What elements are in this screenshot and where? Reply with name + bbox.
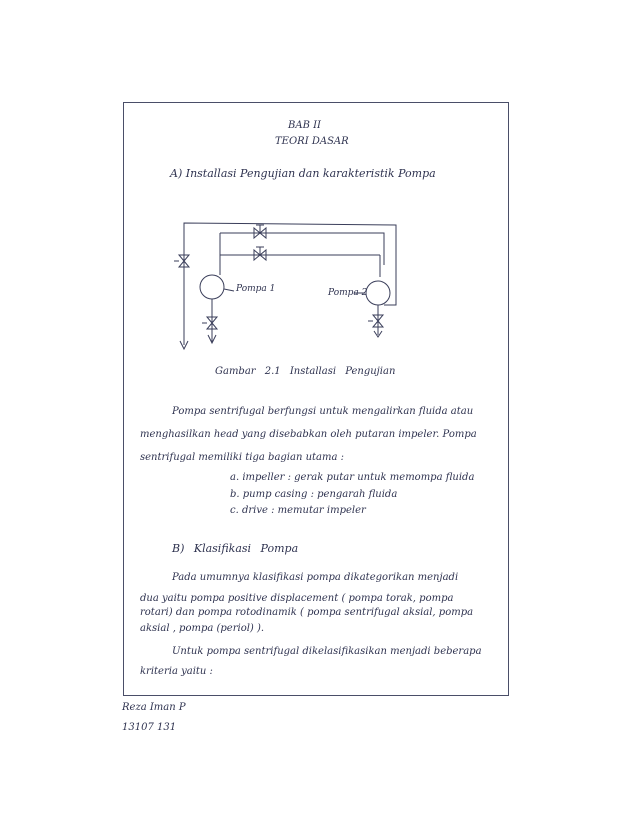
- installation-diagram: [170, 205, 410, 355]
- pump-1-label: Pompa 1: [236, 284, 276, 294]
- paragraph-2-line-4: aksial , pompa (periol) ).: [140, 623, 265, 634]
- valve-middle-branch: [254, 247, 266, 260]
- paragraph-1-line-3: sentrifugal memiliki tiga bagian utama :: [140, 452, 344, 463]
- paragraph-2-line-2: dua yaitu pompa positive displacement ( pompa torak, pompa: [140, 593, 454, 604]
- section-b-heading: B) Klasifikasi Pompa: [172, 542, 299, 555]
- author-id: 13107 131: [122, 722, 177, 733]
- paragraph-1-line-1: Pompa sentrifugal berfungsi untuk mengalirkan fluida atau: [172, 406, 474, 417]
- author-name: Reza Iman P: [122, 702, 186, 713]
- part-pump-casing: b. pump casing : pengarah fluida: [230, 489, 398, 500]
- section-a-heading: A) Installasi Pengujian dan karakteristik Pompa: [170, 167, 436, 180]
- valve-upper-branch: [254, 225, 266, 238]
- paragraph-2-line-3: rotari) dan pompa rotodinamik ( pompa sentrifugal aksial, pompa: [140, 607, 474, 618]
- valve-pump2-suction: [368, 315, 383, 327]
- paragraph-1-line-2: menghasilkan head yang disebabkan oleh putaran impeler. Pompa: [140, 429, 477, 440]
- part-impeller: a. impeller : gerak putar untuk memompa fluida: [230, 472, 475, 483]
- valve-left-outer: [174, 255, 189, 267]
- paragraph-3-line-2: kriteria yaitu :: [140, 666, 213, 677]
- figure-caption: Gambar 2.1 Installasi Pengujian: [215, 366, 396, 377]
- valve-pump1-suction: [202, 317, 217, 329]
- paragraph-3-line-1: Untuk pompa sentrifugal dikelasifikasikan menjadi beberapa: [172, 646, 482, 657]
- pump-2-label: Pompa 2: [328, 288, 368, 298]
- pipe-upper-branch: [220, 233, 384, 265]
- part-drive: c. drive : memutar impeler: [230, 505, 366, 516]
- pump-2-symbol: [366, 281, 390, 305]
- chapter-number: BAB II: [288, 120, 321, 131]
- pump-1-symbol: [200, 275, 224, 299]
- leader-pump1: [224, 289, 234, 291]
- paragraph-2-line-1: Pada umumnya klasifikasi pompa dikategorikan menjadi: [172, 572, 459, 583]
- chapter-title: TEORI DASAR: [275, 136, 349, 147]
